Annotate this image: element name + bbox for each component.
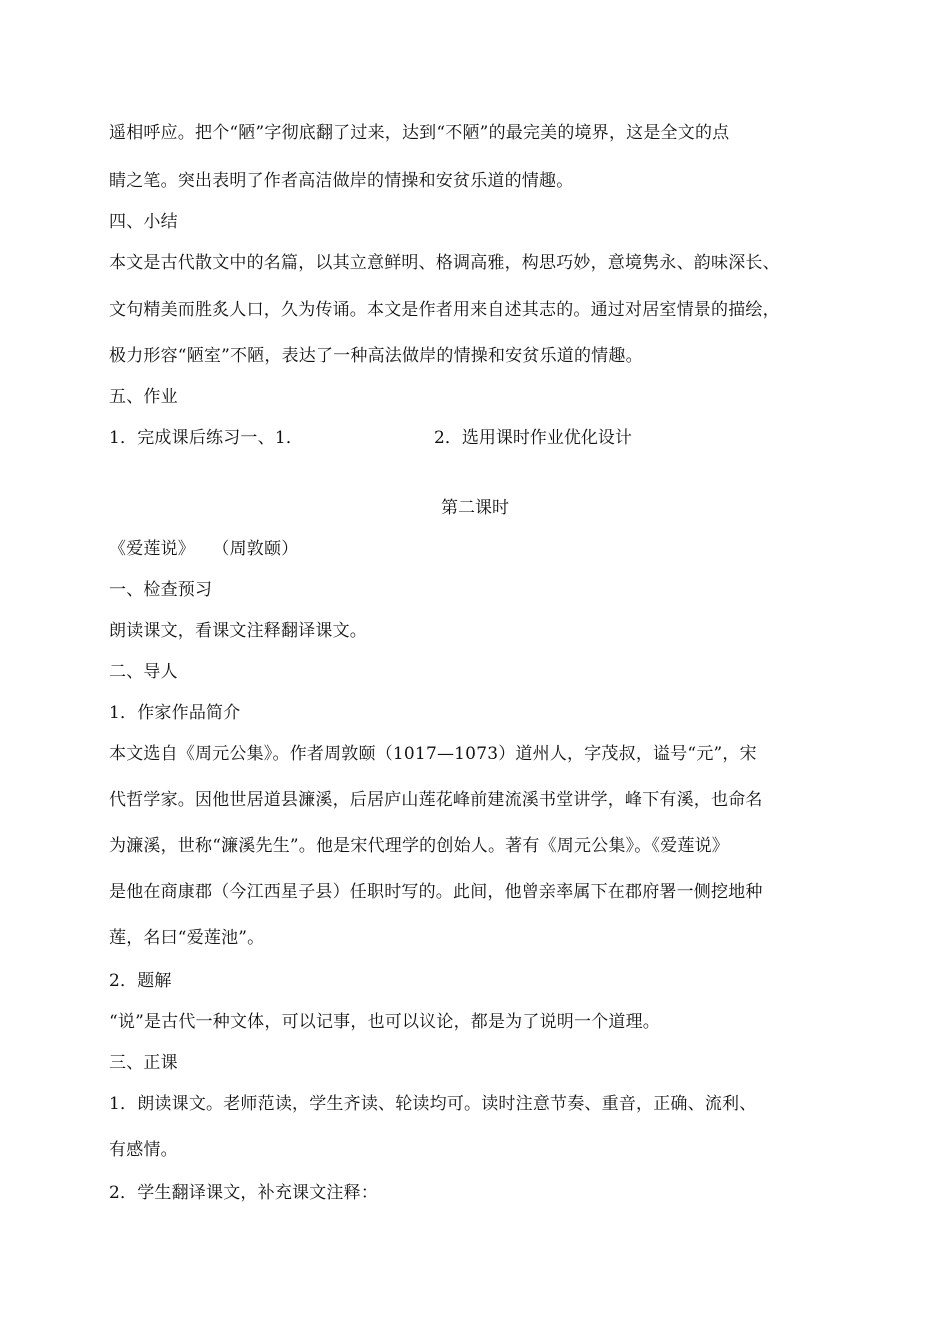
text-line: “说”是古代一种文体，可以记事，也可以议论，都是为了说明一个道理。 — [109, 1012, 660, 1032]
text-line: 极力形容“陋室”不陋，表达了一种高法做岸的情操和安贫乐道的情趣。 — [109, 346, 643, 366]
subheading-title-explanation: 2．题解 — [109, 971, 172, 991]
text-line: 1．朗读课文。老师范读，学生齐读、轮读均可。读时注意节奏、重音，正确、流利、 — [109, 1094, 757, 1114]
text-line: 文句精美而胜炙人口，久为传诵。本文是作者用来自述其志的。通过对居室情景的描绘， — [109, 300, 780, 320]
homework-item-2: 2．选用课时作业优化设计 — [434, 428, 632, 448]
text-line: 有感情。 — [109, 1140, 178, 1160]
section-heading-summary: 四、小结 — [109, 212, 178, 232]
section-heading-homework: 五、作业 — [109, 387, 178, 407]
text-line: 朗读课文，看课文注释翻译课文。 — [109, 621, 367, 641]
text-line: 本文选自《周元公集》。作者周敦颐（1017—1073）道州人，字茂叔，谥号“元”，宋 — [109, 744, 757, 764]
text-line: 2．学生翻译课文，补充课文注释： — [109, 1183, 379, 1203]
text-line: 睛之笔。突出表明了作者高洁做岸的情操和安贫乐道的情趣。 — [109, 171, 574, 191]
section-heading-main-lesson: 三、正课 — [109, 1053, 178, 1073]
lesson-title: 第二课时 — [441, 498, 509, 518]
section-heading-intro: 二、导人 — [109, 662, 178, 682]
subheading-author-works: 1．作家作品简介 — [109, 703, 241, 723]
text-title-author: 《爱莲说》 （周敦颐） — [109, 539, 299, 559]
text-line: 莲，名曰“爱莲池”。 — [109, 928, 265, 948]
text-line: 为濂溪，世称“濂溪先生”。他是宋代理学的创始人。著有《周元公集》。《爱莲说》 — [109, 836, 729, 856]
text-line: 本文是古代散文中的名篇，以其立意鲜明、格调高雅，构思巧妙，意境隽永、韵味深长、 — [109, 253, 780, 273]
text-line: 遥相呼应。把个“陋”字彻底翻了过来，达到“不陋”的最完美的境界，这是全文的点 — [109, 123, 730, 143]
text-line: 代哲学家。因他世居道县濂溪，后居庐山莲花峰前建流溪书堂讲学，峰下有溪，也命名 — [109, 790, 763, 810]
text-line: 是他在商康郡（今江西星子县）任职时写的。此间，他曾亲率属下在郡府署一侧挖地种 — [109, 882, 763, 902]
homework-item-1: 1．完成课后练习一、1． — [109, 428, 304, 448]
section-heading-preview: 一、检查预习 — [109, 580, 213, 600]
